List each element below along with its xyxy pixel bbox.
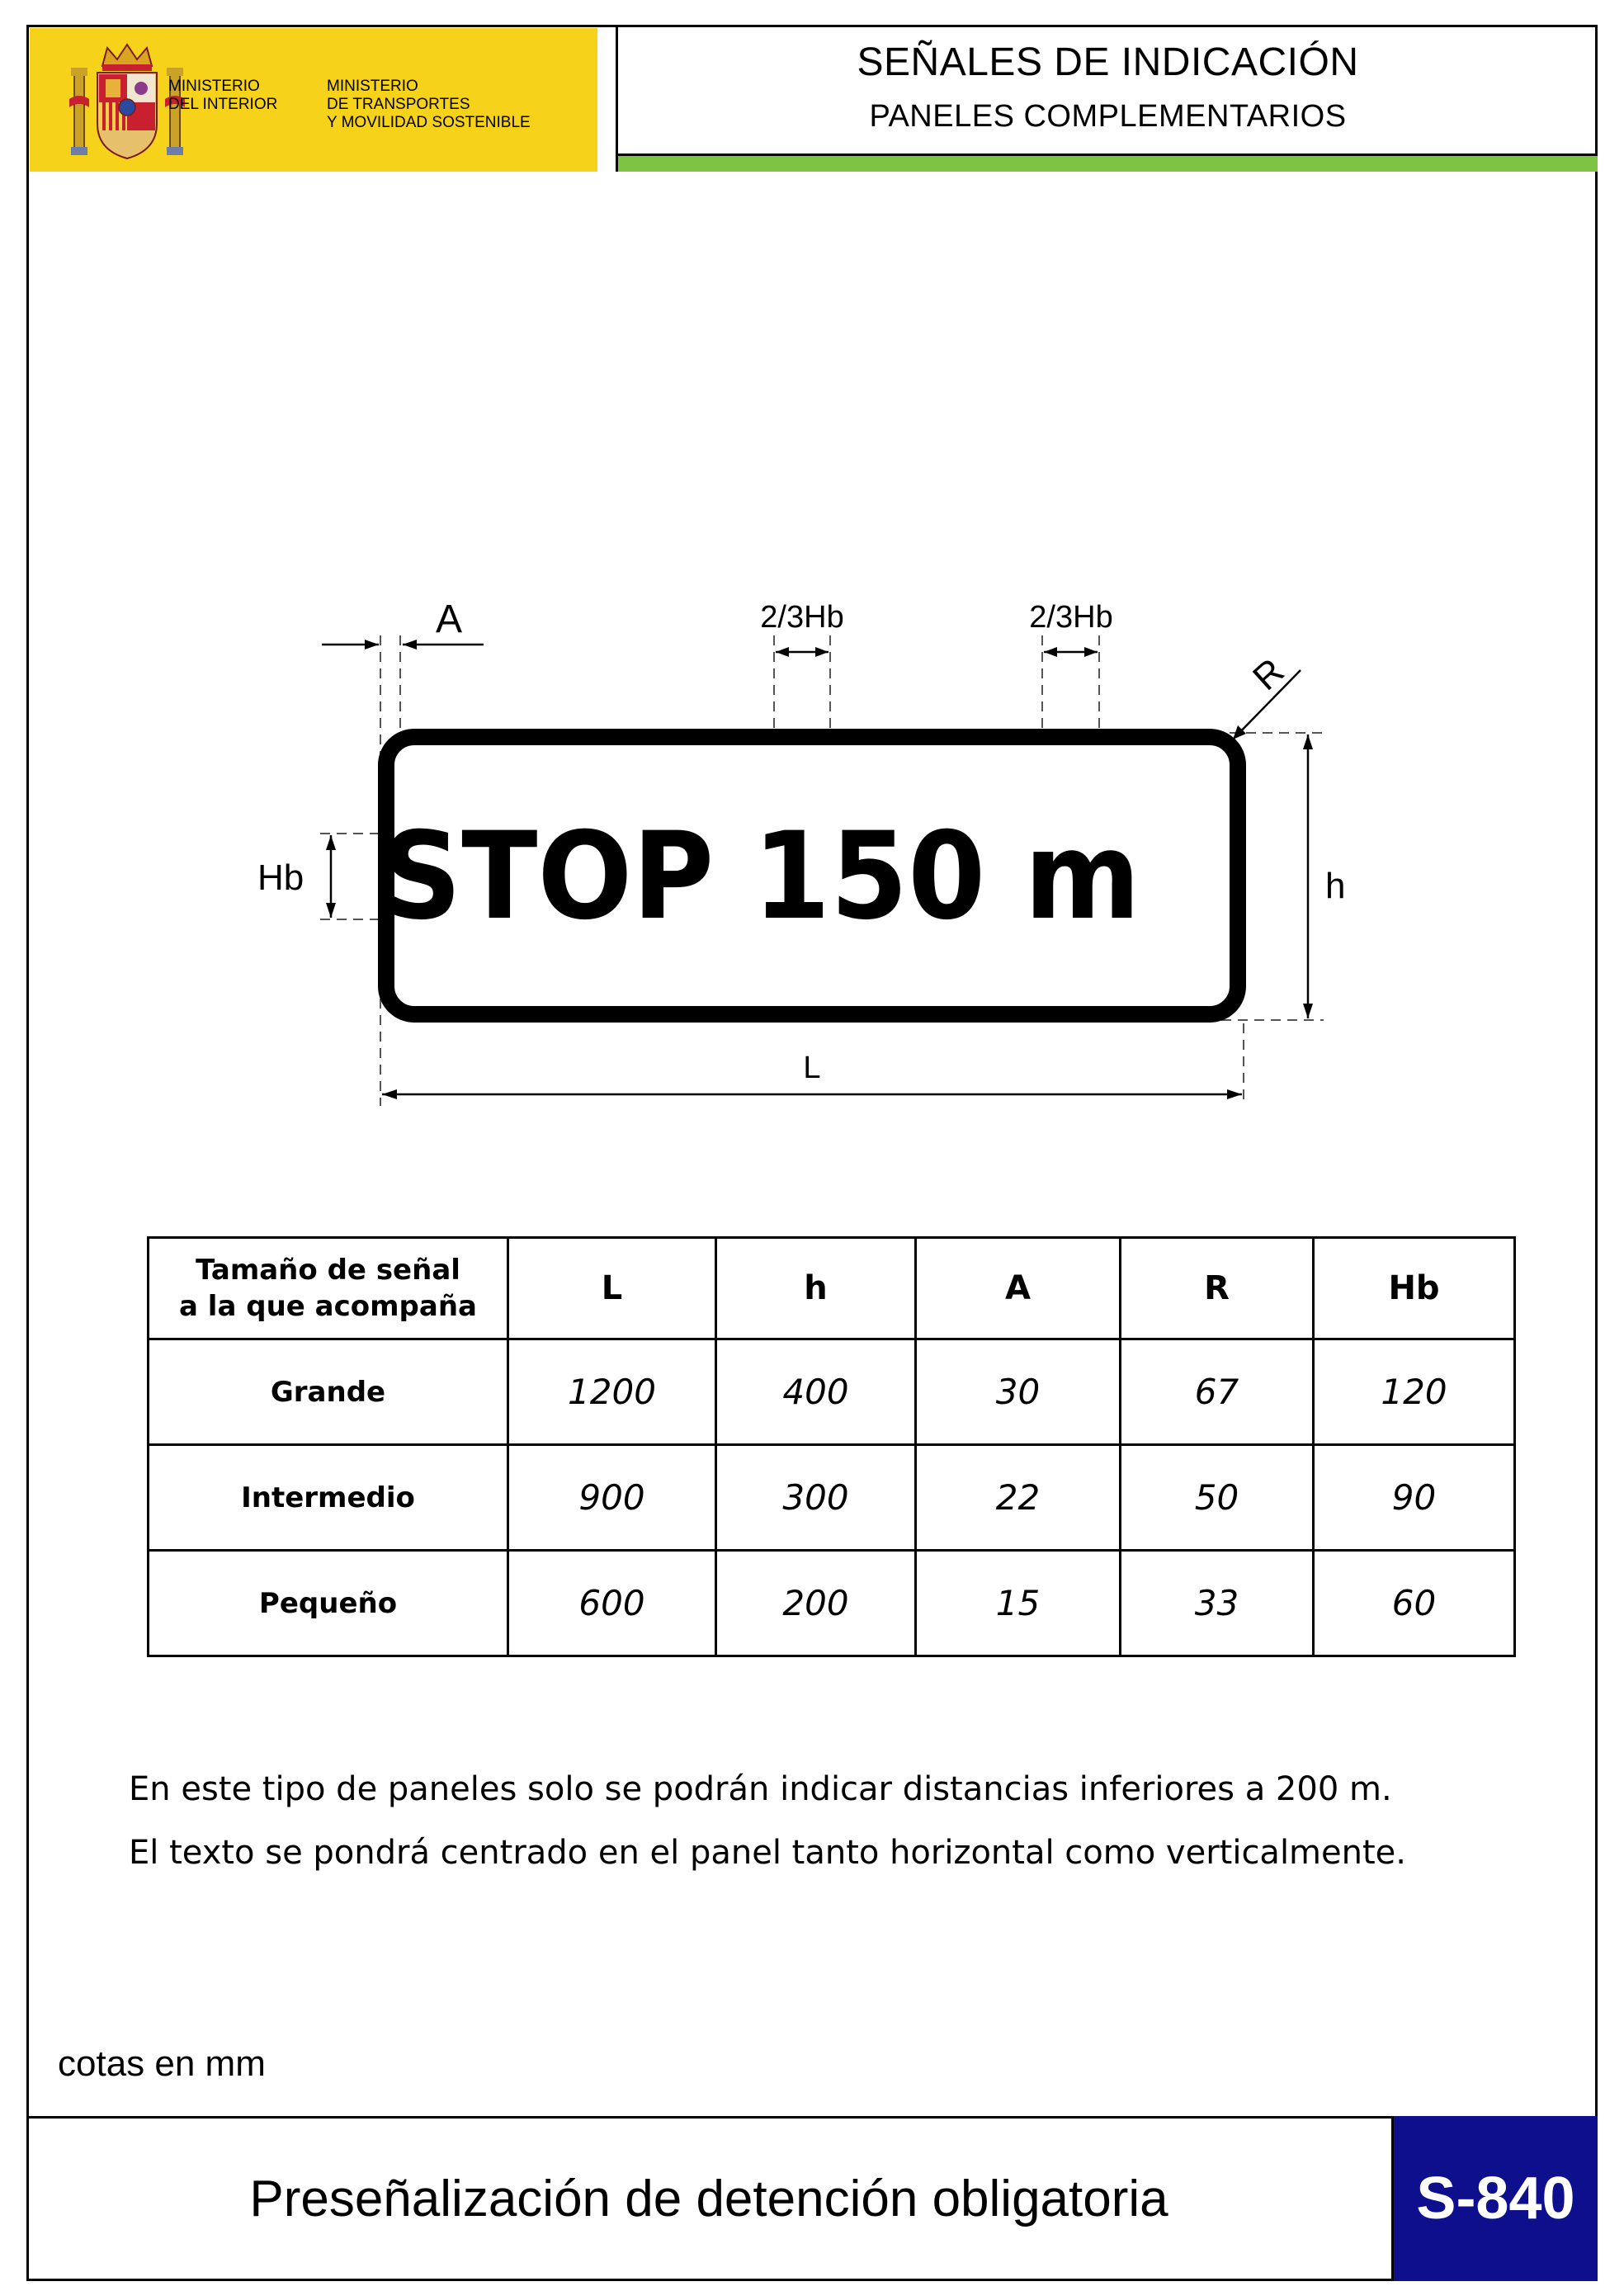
table-cell: 300 xyxy=(716,1445,916,1551)
column-header-Hb: Hb xyxy=(1314,1238,1515,1339)
table-cell: 120 xyxy=(1314,1339,1515,1445)
sign-code: S-840 xyxy=(1416,2166,1575,2232)
table-cell: 200 xyxy=(716,1551,916,1656)
table-cell: 400 xyxy=(716,1339,916,1445)
sign-text: STOP 150 m xyxy=(381,806,1140,947)
label-h: h xyxy=(1325,866,1346,906)
label-two-thirds-hb-1: 2/3Hb xyxy=(760,600,844,635)
column-header-R: R xyxy=(1121,1238,1314,1339)
column-header-L: L xyxy=(508,1238,716,1339)
units-label: cotas en mm xyxy=(58,2043,266,2084)
note-line-1: En este tipo de paneles solo se podrán indicar distancias inferiores a 200 m. xyxy=(129,1770,1392,1808)
table-cell: 900 xyxy=(508,1445,716,1551)
page-title: SEÑALES DE INDICACIÓN xyxy=(857,40,1359,84)
footer-title: Preseñalización de detención obligatoria xyxy=(249,2170,1168,2227)
row-label: Pequeño xyxy=(149,1551,508,1656)
table-row xyxy=(149,1551,1515,1656)
label-L: L xyxy=(803,1051,821,1085)
row-label: Grande xyxy=(149,1339,508,1445)
sign-code-badge xyxy=(1391,2116,1598,2281)
table-cell: 90 xyxy=(1314,1445,1515,1551)
column-header-h: h xyxy=(716,1238,916,1339)
table-cell: 33 xyxy=(1121,1551,1314,1656)
page-subtitle: PANELES COMPLEMENTARIOS xyxy=(869,99,1347,134)
table-cell: 67 xyxy=(1121,1339,1314,1445)
label-A: A xyxy=(436,598,463,641)
column-header-A: A xyxy=(916,1238,1121,1339)
table-cell: 60 xyxy=(1314,1551,1515,1656)
table-cell: 50 xyxy=(1121,1445,1314,1551)
table-row xyxy=(149,1339,1515,1445)
ministry-transport-label: MINISTERIO DE TRANSPORTES Y MOVILIDAD SOSTENIBLE xyxy=(327,78,531,131)
table-cell: 15 xyxy=(916,1551,1121,1656)
table-row xyxy=(149,1445,1515,1551)
table-header-row xyxy=(149,1238,1515,1339)
table-cell: 22 xyxy=(916,1445,1121,1551)
table-corner-header: Tamaño de señal a la que acompaña xyxy=(149,1238,508,1339)
dimensions-table xyxy=(147,1236,1516,1657)
table-cell: 30 xyxy=(916,1339,1121,1445)
label-R: R xyxy=(1245,650,1292,699)
row-label: Intermedio xyxy=(149,1445,508,1551)
label-two-thirds-hb-2: 2/3Hb xyxy=(1029,600,1113,635)
table-cell: 600 xyxy=(508,1551,716,1656)
note-line-2: El texto se pondrá centrado en el panel tanto horizontal como verticalmente. xyxy=(129,1834,1406,1872)
label-Hb: Hb xyxy=(257,857,304,898)
ministry-interior-label: MINISTERIO DEL INTERIOR xyxy=(168,78,278,113)
table-cell: 1200 xyxy=(508,1339,716,1445)
